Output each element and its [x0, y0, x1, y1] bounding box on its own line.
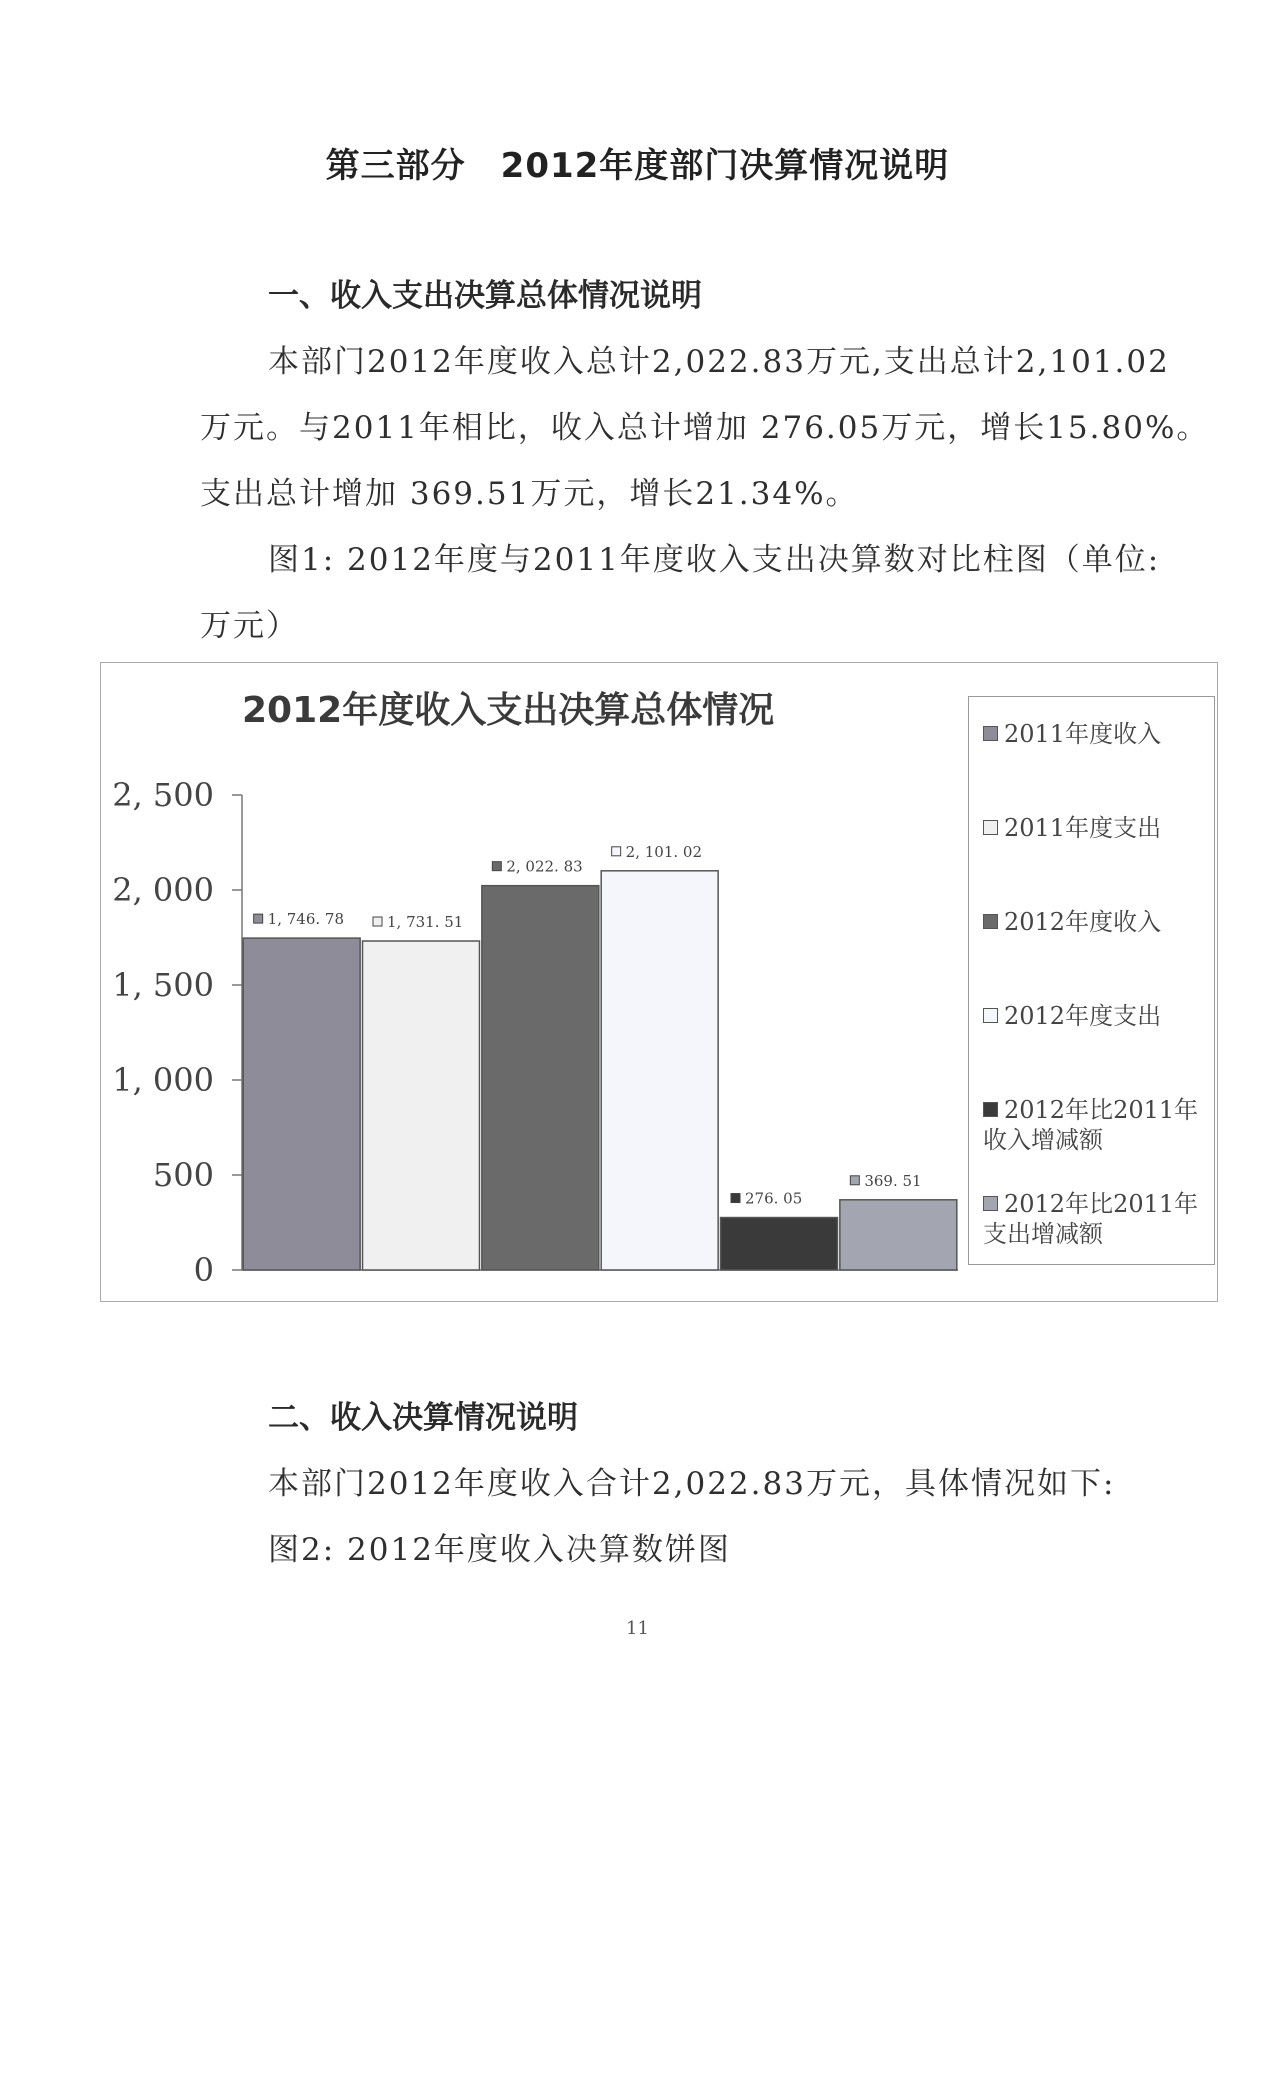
- bar-1: [243, 938, 360, 1270]
- data-label-5: 276. 05: [745, 1189, 803, 1208]
- data-label-swatch: [850, 1176, 859, 1185]
- data-label-swatch: [373, 917, 382, 926]
- data-label-4: 2, 101. 02: [625, 842, 703, 861]
- y-tick-label: 1, 000: [112, 1061, 214, 1099]
- figure1-caption-line-2: 万元）: [200, 608, 299, 644]
- chart-title: 2012年度收入支出决算总体情况: [242, 690, 775, 731]
- legend-item-expense-change: 2012年比2011年支出增减额: [983, 1190, 1199, 1248]
- legend-swatch-icon: [983, 914, 998, 929]
- page-number: 11: [626, 1618, 649, 1639]
- data-label-swatch: [731, 1194, 740, 1203]
- y-tick-label: 500: [152, 1156, 214, 1194]
- section1-heading: 一、收入支出决算总体情况说明: [268, 278, 702, 314]
- bar-4: [601, 871, 718, 1270]
- section1-para-line-1: 本部门2012年度收入总计2,022.83万元,支出总计2,101.02: [268, 344, 1170, 380]
- legend-item-2012-expense: 2012年度支出: [983, 1001, 1208, 1031]
- section2-para: 本部门2012年度收入合计2,022.83万元，具体情况如下:: [268, 1466, 1116, 1502]
- figure2-caption: 图2: 2012年度收入决算数饼图: [268, 1532, 731, 1568]
- chart-legend: [968, 696, 1215, 1265]
- legend-swatch-icon: [983, 726, 998, 741]
- legend-item-income-change: 2012年比2011年收入增减额: [983, 1096, 1199, 1154]
- section1-para-line-2: 万元。与2011年相比，收入总计增加 276.05万元，增长15.80%。: [200, 410, 1210, 446]
- section2-heading: 二、收入决算情况说明: [268, 1400, 578, 1436]
- legend-item-2011-expense: 2011年度支出: [983, 813, 1208, 843]
- bar-2: [363, 941, 480, 1270]
- bar-6: [840, 1200, 957, 1270]
- legend-swatch-icon: [983, 820, 998, 835]
- data-label-swatch: [612, 847, 621, 856]
- data-label-3: 2, 022. 83: [506, 857, 583, 876]
- bar-5: [721, 1218, 838, 1270]
- data-label-6: 369. 51: [864, 1171, 922, 1190]
- y-tick-label: 0: [193, 1251, 214, 1289]
- legend-swatch-icon: [983, 1196, 998, 1211]
- legend-item-2011-income: 2011年度收入: [983, 719, 1208, 749]
- legend-swatch-icon: [983, 1102, 998, 1117]
- legend-item-2012-income: 2012年度收入: [983, 907, 1208, 937]
- data-label-swatch: [254, 914, 263, 923]
- data-label-1: 1, 746. 78: [267, 910, 345, 929]
- y-tick-label: 2, 500: [112, 776, 214, 814]
- data-label-2: 1, 731. 51: [387, 913, 464, 932]
- y-tick-label: 2, 000: [112, 871, 214, 909]
- legend-swatch-icon: [983, 1008, 998, 1023]
- data-label-swatch: [492, 862, 501, 871]
- bar-3: [482, 886, 599, 1270]
- section1-para-line-3: 支出总计增加 369.51万元，增长21.34%。: [200, 476, 859, 512]
- figure1-caption-line-1: 图1: 2012年度与2011年度收入支出决算数对比柱图（单位:: [268, 542, 1161, 578]
- y-tick-label: 1, 500: [112, 966, 214, 1004]
- page-title: 第三部分 2012年度部门决算情况说明: [325, 146, 950, 186]
